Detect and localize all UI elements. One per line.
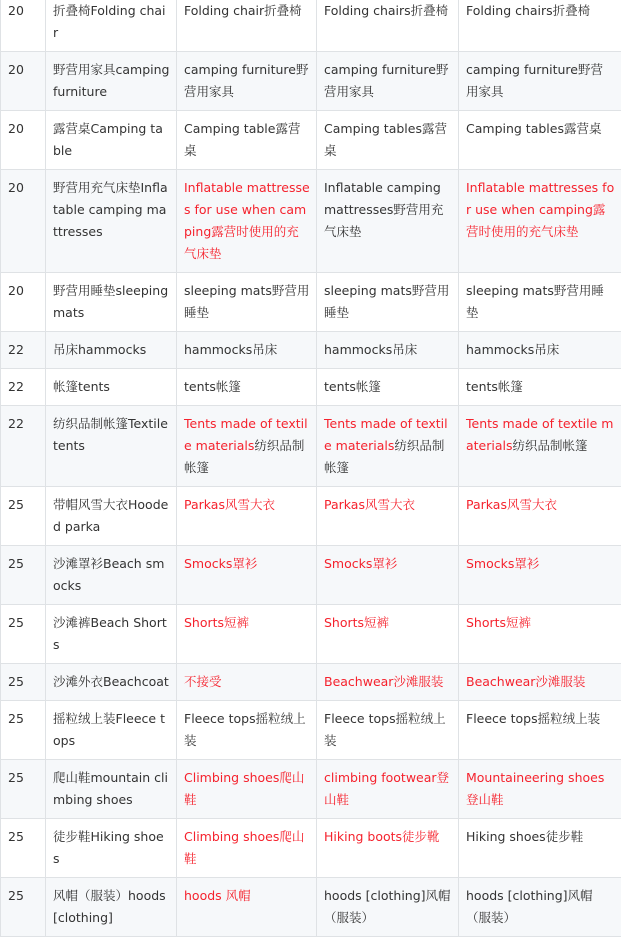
translation-a-cell	[177, 52, 317, 111]
highlighted-text: Inflatable mattresses for use when camping露营时使用的充气床垫	[184, 180, 310, 261]
translation-a-cell	[177, 819, 317, 878]
translation-b-cell	[317, 332, 459, 369]
table-row	[1, 487, 621, 546]
class-number-cell	[1, 273, 46, 332]
cell-text: Camping tables露营桌	[324, 121, 447, 158]
translation-a-cell	[177, 369, 317, 406]
translation-c-cell	[459, 273, 621, 332]
table-row	[1, 406, 621, 487]
translation-c-cell	[459, 701, 621, 760]
cell-text: 25	[8, 615, 24, 630]
translation-c-cell	[459, 487, 621, 546]
cell-text: 25	[8, 829, 24, 844]
table-body	[1, 0, 621, 937]
table-row	[1, 332, 621, 369]
original-term-cell	[46, 332, 177, 369]
table-row	[1, 878, 621, 937]
table-row	[1, 819, 621, 878]
cell-text: hoods [clothing]风帽（服装）	[466, 888, 593, 925]
cell-text: 野营用家具camping furniture	[53, 62, 169, 99]
original-term-cell	[46, 487, 177, 546]
cell-text: 20	[8, 121, 24, 136]
highlighted-text: Mountaineering shoes登山鞋	[466, 770, 604, 807]
class-number-cell	[1, 0, 46, 52]
translation-a-cell	[177, 170, 317, 273]
class-number-cell	[1, 664, 46, 701]
translation-b-cell	[317, 701, 459, 760]
translation-b-cell	[317, 170, 459, 273]
translation-b-cell	[317, 406, 459, 487]
cell-text: 25	[8, 888, 24, 903]
original-term-cell	[46, 605, 177, 664]
original-term-cell	[46, 878, 177, 937]
cell-text: 爬山鞋mountain climbing shoes	[53, 770, 168, 807]
translation-a-cell	[177, 406, 317, 487]
translation-b-cell	[317, 760, 459, 819]
translation-c-cell	[459, 605, 621, 664]
translation-b-cell	[317, 52, 459, 111]
table-row	[1, 111, 621, 170]
original-term-cell	[46, 52, 177, 111]
table-row	[1, 546, 621, 605]
cell-text: Camping tables露营桌	[466, 121, 601, 136]
class-number-cell	[1, 819, 46, 878]
cell-text: 风帽（服装）hoods [clothing]	[53, 888, 166, 925]
cell-text: 野营用睡垫sleeping mats	[53, 283, 168, 320]
cell-text: 25	[8, 556, 24, 571]
translation-b-cell	[317, 0, 459, 52]
cell-text: 沙滩外衣Beachcoat	[53, 674, 169, 689]
cell-text: Fleece tops摇粒绒上装	[324, 711, 446, 748]
table-row	[1, 369, 621, 406]
class-number-cell	[1, 170, 46, 273]
class-number-cell	[1, 760, 46, 819]
highlighted-text: Inflatable mattresses for use when camping露营时使用的充气床垫	[466, 180, 614, 239]
translation-b-cell	[317, 487, 459, 546]
cell-text: 20	[8, 3, 24, 18]
translation-c-cell	[459, 332, 621, 369]
cell-text: tents帐篷	[466, 379, 523, 394]
class-number-cell	[1, 406, 46, 487]
cell-text: 野营用充气床垫Inflatable camping mattresses	[53, 180, 168, 239]
highlighted-text: Tents made of textile materials	[466, 416, 613, 453]
highlighted-text: Tents made of textile materials	[184, 416, 308, 453]
cell-text: 25	[8, 711, 24, 726]
cell-text: 25	[8, 497, 24, 512]
highlighted-text: Shorts短裤	[184, 615, 249, 630]
cell-text: Folding chairs折叠椅	[324, 3, 448, 18]
class-number-cell	[1, 605, 46, 664]
translation-b-cell	[317, 273, 459, 332]
translation-a-cell	[177, 701, 317, 760]
translation-b-cell	[317, 878, 459, 937]
highlighted-text: Parkas风雪大衣	[466, 497, 557, 512]
translation-c-cell	[459, 546, 621, 605]
cell-text: sleeping mats野营用睡垫	[184, 283, 309, 320]
translation-a-cell	[177, 605, 317, 664]
original-term-cell	[46, 701, 177, 760]
translation-b-cell	[317, 546, 459, 605]
cell-text: 带帽风雪大衣Hooded parka	[53, 497, 168, 534]
cell-text: 22	[8, 379, 24, 394]
cell-text: 25	[8, 770, 24, 785]
cell-text: sleeping mats野营用睡垫	[466, 283, 604, 320]
translation-b-cell	[317, 369, 459, 406]
translation-b-cell	[317, 605, 459, 664]
class-number-cell	[1, 369, 46, 406]
translation-c-cell	[459, 369, 621, 406]
cell-text: 折叠椅Folding chair	[53, 3, 166, 40]
class-number-cell	[1, 332, 46, 369]
cell-text: Inflatable camping mattresses野营用充气床垫	[324, 180, 443, 239]
cell-text: 徒步鞋Hiking shoes	[53, 829, 164, 866]
translation-a-cell	[177, 0, 317, 52]
translation-a-cell	[177, 664, 317, 701]
translation-b-cell	[317, 664, 459, 701]
highlighted-text: hoods 风帽	[184, 888, 251, 903]
cell-text: 纺织品制帐篷	[324, 438, 444, 475]
original-term-cell	[46, 170, 177, 273]
translation-a-cell	[177, 760, 317, 819]
cell-text: 22	[8, 416, 24, 431]
highlighted-text: Climbing shoes爬山鞋	[184, 770, 304, 807]
table-row	[1, 760, 621, 819]
translation-a-cell	[177, 273, 317, 332]
cell-text: camping furniture野营用家具	[184, 62, 308, 99]
highlighted-text: Hiking boots徒步靴	[324, 829, 440, 844]
highlighted-text: Climbing shoes爬山鞋	[184, 829, 304, 866]
cell-text: hoods [clothing]风帽（服装）	[324, 888, 451, 925]
cell-text: 20	[8, 180, 24, 195]
translation-c-cell	[459, 52, 621, 111]
cell-text: Folding chairs折叠椅	[466, 3, 590, 18]
table-row	[1, 52, 621, 111]
highlighted-text: Smocks罩衫	[324, 556, 397, 571]
table-row	[1, 273, 621, 332]
table-row	[1, 170, 621, 273]
class-number-cell	[1, 487, 46, 546]
translation-b-cell	[317, 819, 459, 878]
highlighted-text: Smocks罩衫	[466, 556, 539, 571]
cell-text: Fleece tops摇粒绒上装	[466, 711, 600, 726]
translation-b-cell	[317, 111, 459, 170]
cell-text: 沙滩罩衫Beach smocks	[53, 556, 164, 593]
highlighted-text: Beachwear沙滩服装	[324, 674, 443, 689]
class-number-cell	[1, 546, 46, 605]
original-term-cell	[46, 273, 177, 332]
translation-a-cell	[177, 487, 317, 546]
cell-text: 纺织品制帐篷	[513, 438, 588, 453]
original-term-cell	[46, 760, 177, 819]
original-term-cell	[46, 0, 177, 52]
cell-text: hammocks吊床	[184, 342, 277, 357]
cell-text: 20	[8, 62, 24, 77]
highlighted-text: 不接受	[184, 674, 222, 689]
translation-c-cell	[459, 111, 621, 170]
table-row	[1, 701, 621, 760]
cell-text: 帐篷tents	[53, 379, 110, 394]
cell-text: sleeping mats野营用睡垫	[324, 283, 449, 320]
original-term-cell	[46, 406, 177, 487]
highlighted-text: Shorts短裤	[466, 615, 531, 630]
translation-c-cell	[459, 0, 621, 52]
cell-text: 纺织品制帐篷	[184, 438, 304, 475]
original-term-cell	[46, 546, 177, 605]
translation-a-cell	[177, 878, 317, 937]
cell-text: 20	[8, 283, 24, 298]
table-row	[1, 0, 621, 52]
class-number-cell	[1, 52, 46, 111]
translation-c-cell	[459, 819, 621, 878]
original-term-cell	[46, 369, 177, 406]
highlighted-text: Tents made of textile materials	[324, 416, 448, 453]
cell-text: Camping table露营桌	[184, 121, 300, 158]
table-row	[1, 664, 621, 701]
table-row	[1, 605, 621, 664]
cell-text: Fleece tops摇粒绒上装	[184, 711, 306, 748]
original-term-cell	[46, 664, 177, 701]
translation-a-cell	[177, 546, 317, 605]
highlighted-text: Smocks罩衫	[184, 556, 257, 571]
cell-text: 沙滩裤Beach Shorts	[53, 615, 167, 652]
class-number-cell	[1, 111, 46, 170]
cell-text: hammocks吊床	[466, 342, 559, 357]
cell-text: 22	[8, 342, 24, 357]
cell-text: tents帐篷	[324, 379, 381, 394]
highlighted-text: climbing footwear登山鞋	[324, 770, 449, 807]
translation-c-cell	[459, 878, 621, 937]
highlighted-text: Parkas风雪大衣	[184, 497, 275, 512]
translation-a-cell	[177, 332, 317, 369]
class-number-cell	[1, 701, 46, 760]
cell-text: 纺织品制帐篷Textile tents	[53, 416, 168, 453]
highlighted-text: Beachwear沙滩服装	[466, 674, 585, 689]
cell-text: 吊床hammocks	[53, 342, 146, 357]
class-number-cell	[1, 878, 46, 937]
translation-c-cell	[459, 406, 621, 487]
original-term-cell	[46, 111, 177, 170]
translation-c-cell	[459, 760, 621, 819]
cell-text: Hiking shoes徒步鞋	[466, 829, 583, 844]
translation-a-cell	[177, 111, 317, 170]
cell-text: Folding chair折叠椅	[184, 3, 302, 18]
cell-text: 露营桌Camping table	[53, 121, 163, 158]
translation-c-cell	[459, 664, 621, 701]
highlighted-text: Parkas风雪大衣	[324, 497, 415, 512]
cell-text: camping furniture野营用家具	[324, 62, 448, 99]
cell-text: tents帐篷	[184, 379, 241, 394]
cell-text: camping furniture野营用家具	[466, 62, 603, 99]
translation-c-cell	[459, 170, 621, 273]
cell-text: 摇粒绒上装Fleece tops	[53, 711, 165, 748]
highlighted-text: Shorts短裤	[324, 615, 389, 630]
original-term-cell	[46, 819, 177, 878]
cell-text: 25	[8, 674, 24, 689]
cell-text: hammocks吊床	[324, 342, 417, 357]
